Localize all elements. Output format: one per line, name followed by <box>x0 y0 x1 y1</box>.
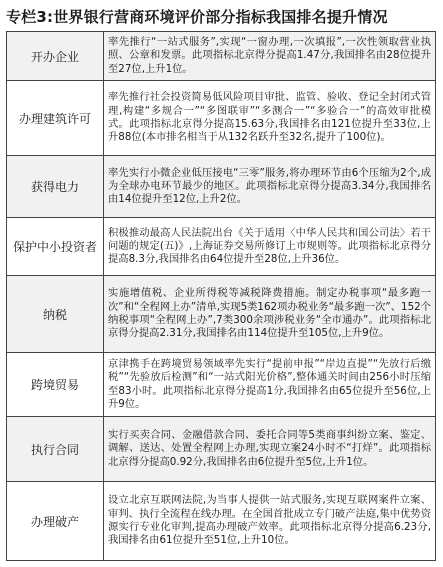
table-row <box>7 218 436 276</box>
indicator-name: 获得电力 <box>7 156 104 218</box>
indicator-name: 办理建筑许可 <box>7 81 104 156</box>
indicator-description: 积极推动最高人民法院出台《关于适用〈中华人民共和国公司法〉若干问题的规定(五)》,上海证券交易所修订上市规则等。此项指标北京得分提高8.3分,我国排名由64位提升至28位,上升36位。 <box>104 218 436 276</box>
indicator-description: 设立北京互联网法院,为当事人提供一站式服务,实现互联网案件立案、审判、执行全流程在线办理。在全国首批成立专门破产法庭,集中优势资源实行专业化审判,提高办理破产效率。此项指标北京得分提高6.23分,我国排名由61位提升至51位,上升10位。 <box>104 482 436 561</box>
table-row <box>7 81 436 156</box>
indicator-description: 率先推行“一站式服务”,实现“一窗办理,一次填报”,一次性领取营业执照、公章和发票。此项指标北京得分提高1.47分,我国排名由28位提升至27位,上升1位。 <box>104 32 436 81</box>
table-row <box>7 482 436 561</box>
table-row <box>7 417 436 482</box>
column-title: 专栏3:世界银行营商环境评价部分指标我国排名提升情况 <box>6 8 388 26</box>
indicator-name: 开办企业 <box>7 32 104 81</box>
table-row <box>7 276 436 353</box>
table-row <box>7 32 436 81</box>
table-row <box>7 353 436 417</box>
indicator-description: 实施增值税、企业所得税等减税降费措施。制定办税事项“最多跑一次”和“全程网上办”清单,实现5类162项办税业务“最多跑一次”、152个纳税事项“全程网上办”,7类300余项涉税业务“全市通办”。此项指标北京得分提高2.31分,我国排名由114位提升至105位,上升9位。 <box>104 276 436 353</box>
indicator-description: 率先实行小微企业低压接电“三零”服务,将办理环节由6个压缩为2个,成为全球办电环节最少的地区。此项指标北京得分提高3.34分,我国排名由14位提升至12位,上升2位。 <box>104 156 436 218</box>
indicator-table <box>6 31 436 561</box>
indicator-description: 京津携手在跨境贸易领域率先实行“提前申报”“岸边直提”“先放行后缴税”“先验放后检测”和“一站式阳光价格”,整体通关时间由256小时压缩至83小时。此项指标北京得分提高1分,我国排名由65位提升至56位,上升9位。 <box>104 353 436 417</box>
indicator-description: 率先推行社会投资简易低风险项目审批、监管、验收、登记全封闭式管理,构建“多规合一”“多图联审”“多测合一”“多验合一”的高效审批模式。此项指标北京得分提高15.63分,我国排名由121位提升至33位,上升88位(本市排名相当于从132名跃升至32名,提升了100位)。 <box>104 81 436 156</box>
table-row <box>7 156 436 218</box>
indicator-name: 办理破产 <box>7 482 104 561</box>
indicator-name: 执行合同 <box>7 417 104 482</box>
indicator-name: 跨境贸易 <box>7 353 104 417</box>
indicator-name: 保护中小投资者 <box>7 218 104 276</box>
indicator-name: 纳税 <box>7 276 104 353</box>
indicator-description: 实行买卖合同、金融借款合同、委托合同等5类商事纠纷立案、鉴定、调解、送达、处置全程网上办理,实现立案24小时不“打烊”。此项指标北京得分提高0.92分,我国排名由6位提升至5位,上升1位。 <box>104 417 436 482</box>
